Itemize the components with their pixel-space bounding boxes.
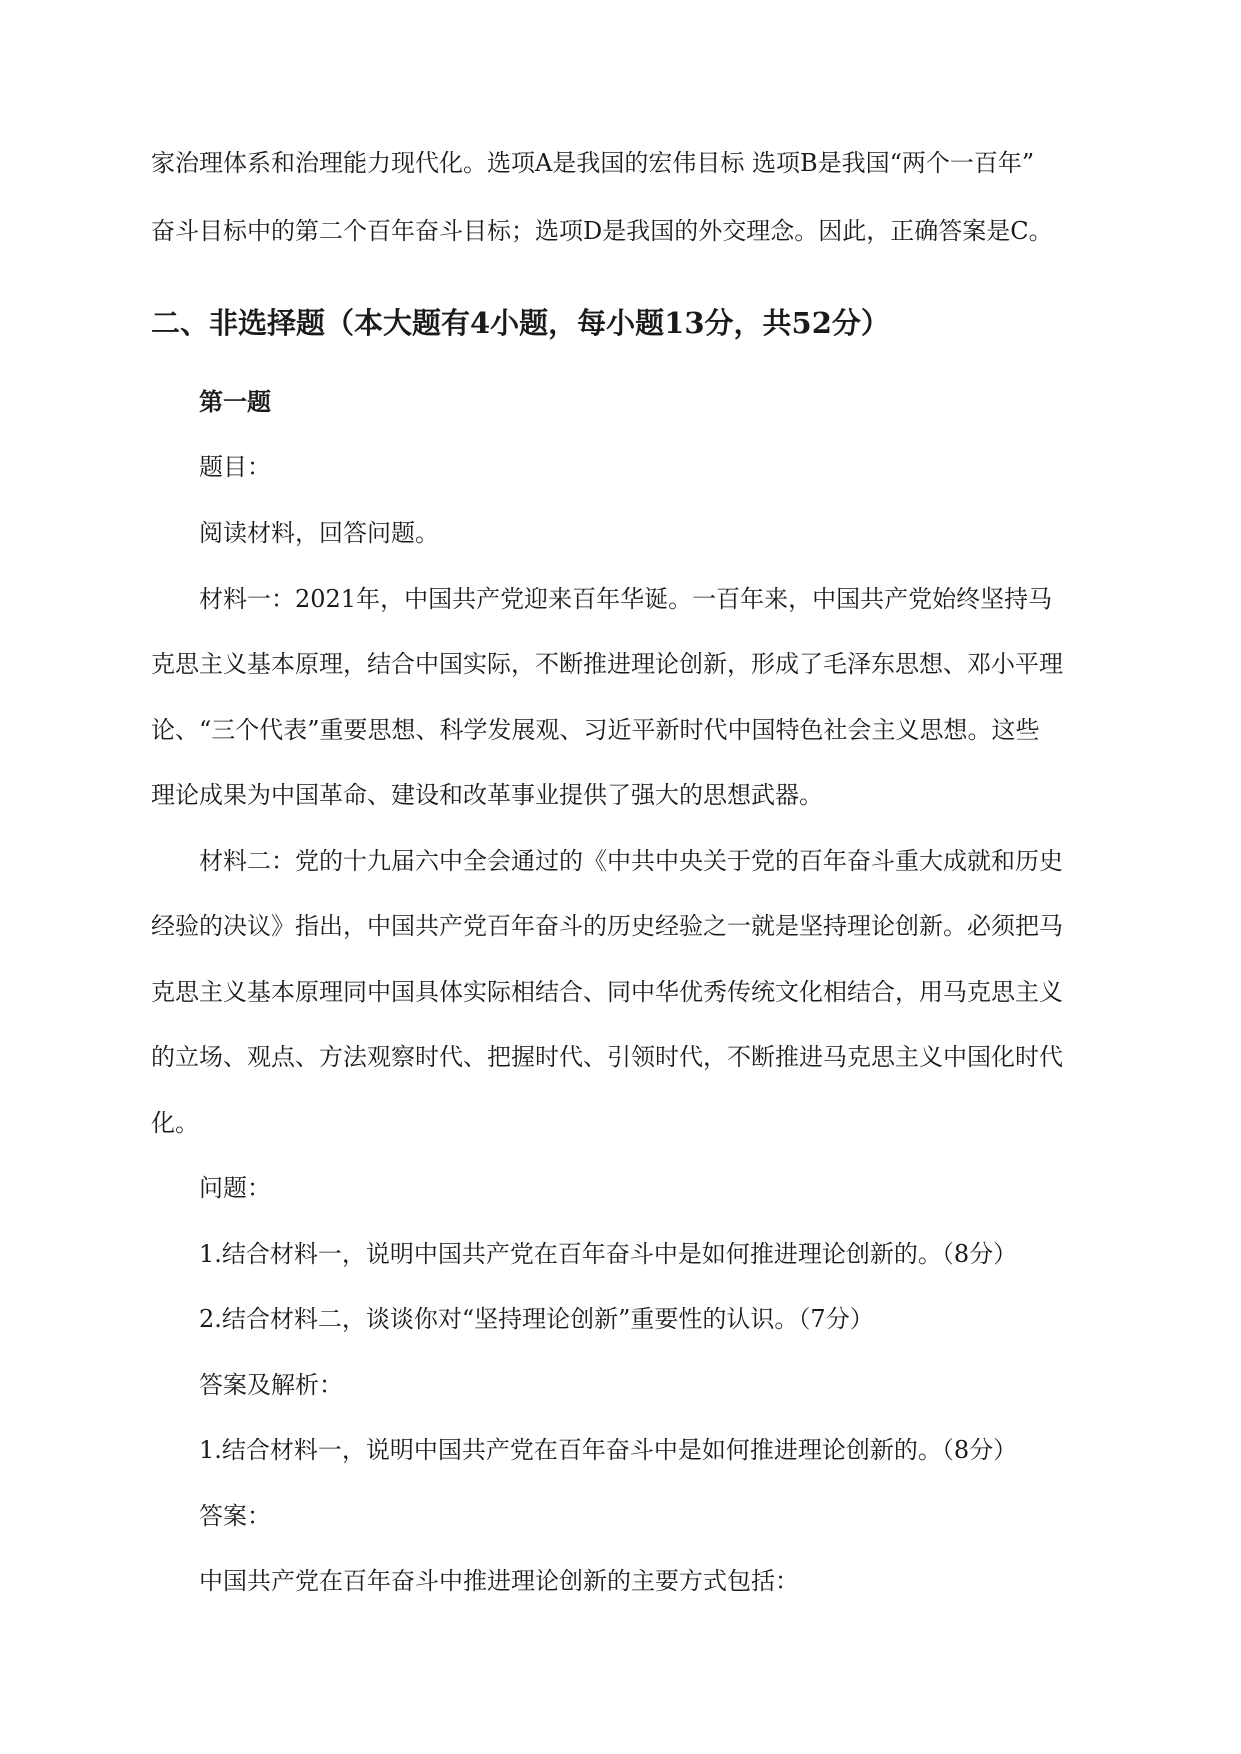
answer-section-label: 答案及解析： — [199, 1371, 343, 1399]
answer-question-one: 1.结合材料一，说明中国共产党在百年奋斗中是如何推进理论创新的。（8分） — [199, 1436, 1018, 1464]
section-heading: 二、非选择题（本大题有4小题，每小题13分，共52分） — [151, 306, 890, 340]
instruction-text: 阅读材料，回答问题。 — [199, 519, 439, 547]
question-one: 1.结合材料一，说明中国共产党在百年奋斗中是如何推进理论创新的。（8分） — [199, 1240, 1018, 1268]
material-one-line-1: 材料一：2021年，中国共产党迎来百年华诞。一百年来，中国共产党始终坚持马 — [199, 585, 1053, 613]
material-two-line-2: 经验的决议》指出，中国共产党百年奋斗的历史经验之一就是坚持理论创新。必须把马 — [151, 912, 1063, 940]
material-two-line-1: 材料二：党的十九届六中全会通过的《中共中央关于党的百年奋斗重大成就和历史 — [199, 847, 1063, 875]
material-two-line-5: 化。 — [151, 1109, 199, 1137]
answer-label: 答案： — [199, 1502, 271, 1530]
material-one-line-4: 理论成果为中国革命、建设和改革事业提供了强大的思想武器。 — [151, 781, 823, 809]
question-title: 第一题 — [199, 387, 271, 416]
question-two: 2.结合材料二，谈谈你对“坚持理论创新”重要性的认识。（7分） — [199, 1305, 874, 1333]
material-two-line-3: 克思主义基本原理同中国具体实际相结合、同中华优秀传统文化相结合，用马克思主义 — [151, 978, 1063, 1006]
questions-label: 问题： — [199, 1174, 271, 1202]
intro-line-2: 奋斗目标中的第二个百年奋斗目标；选项D是我国的外交理念。因此，正确答案是C。 — [151, 217, 1053, 245]
intro-line-1: 家治理体系和治理能力现代化。选项A是我国的宏伟目标 选项B是我国“两个一百年” — [151, 149, 1035, 177]
material-one-line-2: 克思主义基本原理，结合中国实际，不断推进理论创新，形成了毛泽东思想、邓小平理 — [151, 650, 1063, 678]
material-two-line-4: 的立场、观点、方法观察时代、把握时代、引领时代，不断推进马克思主义中国化时代 — [151, 1043, 1063, 1071]
prompt-label: 题目： — [199, 453, 271, 481]
material-one-line-3: 论、“三个代表”重要思想、科学发展观、习近平新时代中国特色社会主义思想。这些 — [151, 716, 1040, 744]
answer-intro: 中国共产党在百年奋斗中推进理论创新的主要方式包括： — [199, 1567, 799, 1595]
